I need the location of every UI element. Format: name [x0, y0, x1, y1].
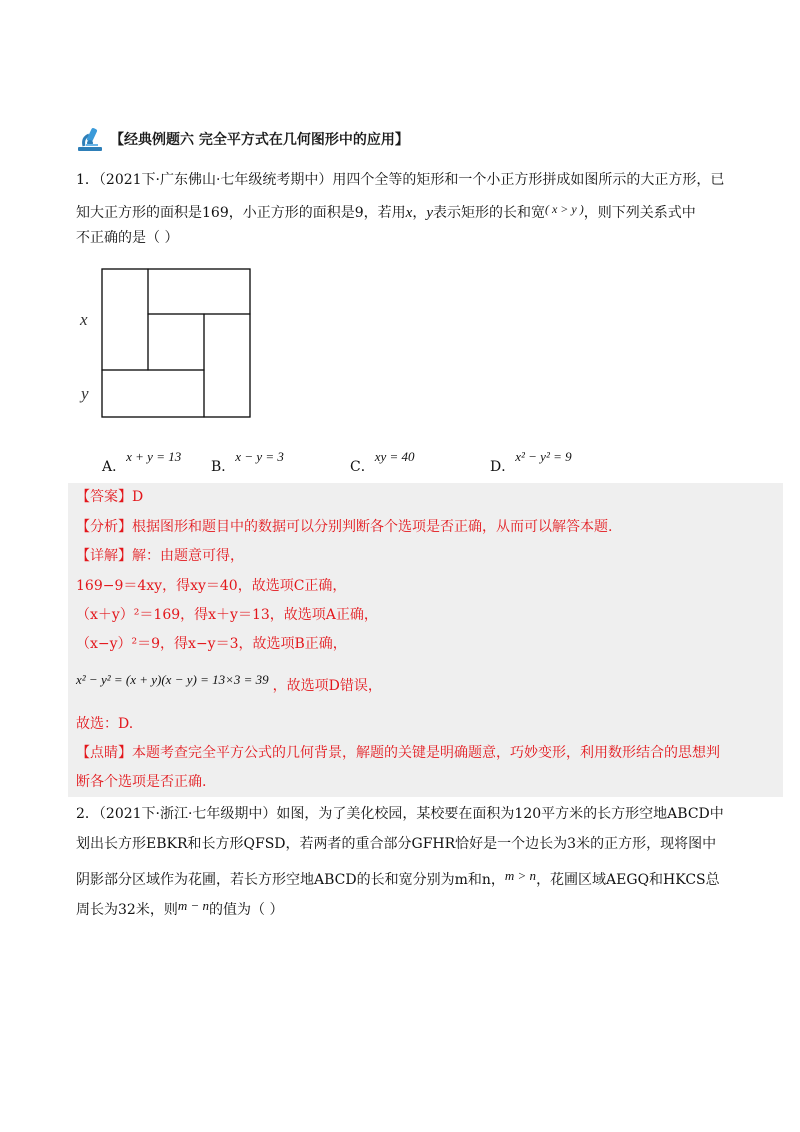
q2-line3b: ，花圃区域AEGQ和HKCS总 — [536, 872, 720, 888]
outer-square — [102, 269, 250, 417]
q1-line1: 1．（2021下·广东佛山·七年级统考期中）用四个全等的矩形和一个小正方形拼成如图所示的大正方形，已 — [76, 172, 725, 188]
q2-line2: 划出长方形EBKR和长方形QFSD，若两者的重合部分GFHR恰好是一个边长为3米的正方形，现将图中 — [76, 836, 717, 852]
step-4-math: x² − y² = (x + y)(x − y) = 13×3 = 39 — [76, 672, 269, 687]
q2-line4-math: m − n — [177, 898, 209, 913]
answer-tag: 【答案】 — [76, 489, 132, 505]
option-b-expr: x − y = 3 — [235, 449, 284, 464]
step-3: （x−y）²＝9，得x−y＝3，故选项B正确， — [76, 636, 347, 652]
choose-line: 故选：D. — [76, 716, 134, 732]
inner-square — [148, 314, 204, 370]
rect-right — [204, 314, 250, 417]
comment-line1 — [76, 743, 720, 763]
option-c-expr: xy = 40 — [374, 449, 415, 464]
q2-line3a: 阴影部分区域作为花圃，若长方形空地ABCD的长和宽分别为m和n， — [76, 872, 505, 888]
q2-line1: 2．（2021下·浙江·七年级期中）如图，为了美化校园，某校要在面积为120平方米的长方形空地ABCD中 — [76, 806, 724, 822]
option-d-expr: x² − y² = 9 — [515, 449, 572, 464]
option-d[interactable] — [490, 449, 572, 476]
q2-line4b: 的值为（ ） — [209, 902, 284, 918]
q1-var-y: y — [426, 205, 433, 221]
analysis-tag: 【分析】 — [76, 519, 132, 535]
analysis-text: 根据图形和题目中的数据可以分别判断各个选项是否正确，从而可以解答本题. — [132, 519, 613, 535]
q1-line2a: 知大正方形的面积是169，小正方形的面积是9，若用 — [76, 205, 406, 221]
step-1: 169−9＝4xy，得xy＝40，故选项C正确， — [76, 578, 347, 594]
option-c-label: C． — [350, 459, 375, 475]
step-4-text: ，故选项D错误， — [272, 678, 382, 694]
q1-figure — [76, 264, 256, 424]
q2-line4a: 周长为32米，则 — [76, 902, 178, 918]
rect-bottom — [102, 370, 204, 417]
option-a-expr: x + y = 13 — [126, 449, 182, 464]
option-b[interactable] — [211, 449, 284, 476]
q1-line2 — [76, 199, 696, 223]
detail-line — [76, 546, 244, 566]
label-x: x — [80, 310, 88, 329]
label-y: y — [81, 384, 89, 403]
q1-line3: 不正确的是（ ） — [76, 230, 179, 246]
comment-text1: 本题考查完全平方公式的几何背景，解题的关键是明确题意，巧妙变形，利用数形结合的思想判 — [132, 745, 720, 761]
q1-condition: ( x > y ) — [544, 202, 584, 216]
comment-tag: 【点睛】 — [76, 745, 132, 761]
q1-comma: ， — [412, 205, 427, 221]
option-d-label: D． — [490, 459, 516, 475]
step-2: （x＋y）²＝169，得x＋y＝13，故选项A正确， — [76, 607, 378, 623]
step-4 — [76, 670, 382, 696]
option-b-label: B． — [211, 459, 236, 475]
q1-var-x: x — [405, 205, 413, 221]
answer-value: D — [132, 489, 144, 505]
q2-line4 — [76, 896, 283, 920]
detail-tag: 【详解】 — [76, 548, 132, 564]
microscope-icon — [76, 126, 106, 152]
q1-line2c: ，则下列关系式中 — [583, 205, 696, 221]
q1-line2b: 表示矩形的长和宽 — [432, 205, 545, 221]
analysis-line — [76, 517, 612, 537]
section-title-text: 【经典例题六 完全平方式在几何图形中的应用】 — [110, 132, 409, 148]
detail-text: 解：由题意可得， — [132, 548, 244, 564]
q2-line3-math: m > n — [504, 868, 537, 883]
option-a[interactable] — [102, 449, 181, 476]
option-a-label: A． — [102, 459, 127, 475]
q2-line3 — [76, 866, 720, 890]
answer-line — [76, 487, 143, 507]
option-c[interactable] — [350, 449, 415, 476]
rect-top — [148, 269, 250, 314]
section-title — [76, 124, 409, 154]
rect-left — [102, 269, 148, 370]
comment-line2: 断各个选项是否正确. — [76, 774, 207, 790]
